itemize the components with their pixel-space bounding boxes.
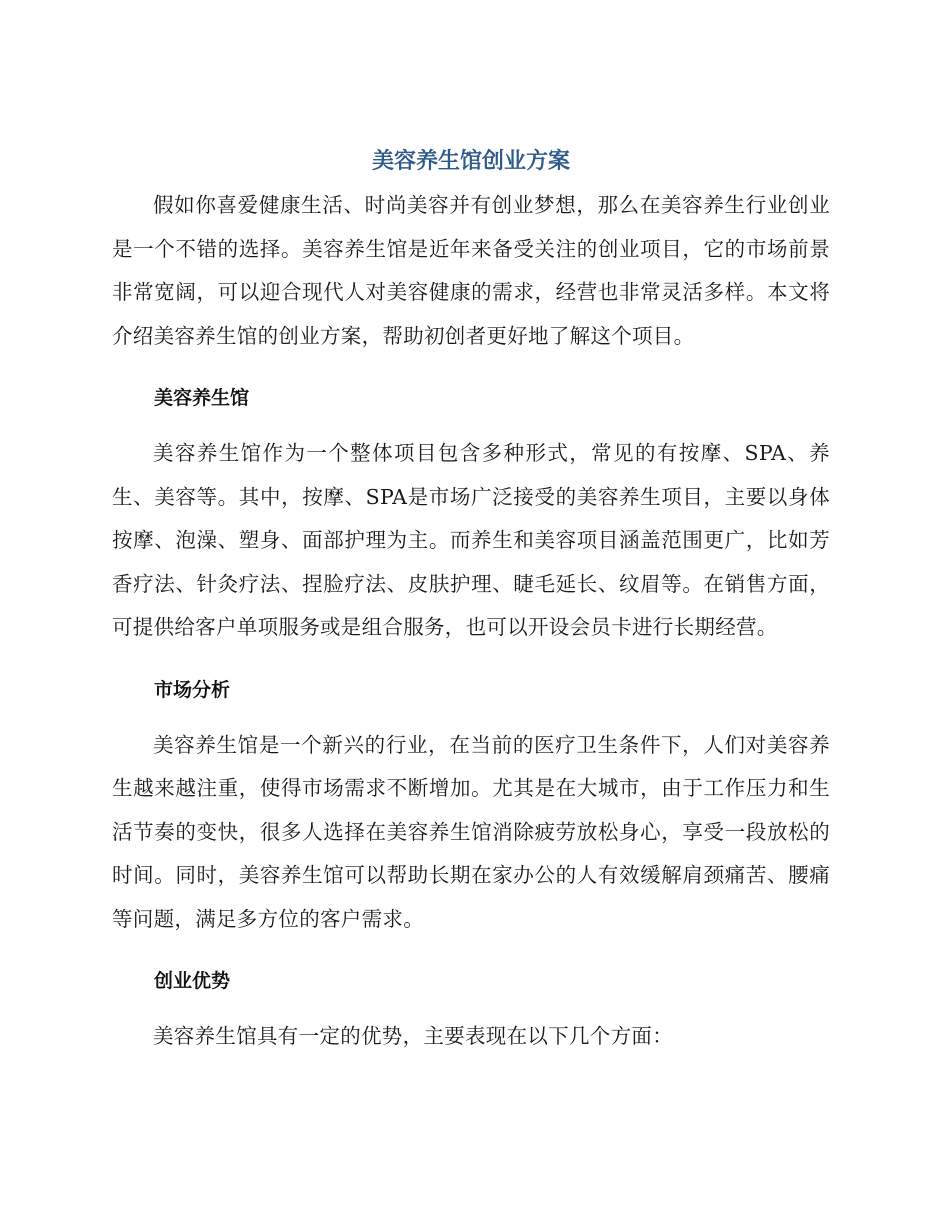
spacer — [112, 358, 830, 376]
section-body-advantages: 美容养生馆具有一定的优势，主要表现在以下几个方面： — [153, 1024, 673, 1048]
spacer — [112, 650, 830, 668]
section-heading-market-analysis: 市场分析 — [154, 678, 231, 701]
intro-paragraph: 假如你喜爱健康生活、时尚美容并有创业梦想，那么在美容养生行业创业是一个不错的选择。美容养生馆是近年来备受关注的创业项目，它的市场前景非常宽阔，可以迎合现代人对美容健康的需求，经营也非常灵活多样。本文将介绍美容养生馆的创业方案，帮助初创者更好地了解这个项目。 — [112, 193, 830, 348]
section-heading-beauty-spa: 美容养生馆 — [154, 387, 250, 409]
spacer — [112, 1003, 830, 1015]
section-body-market-analysis: 美容养生馆是一个新兴的行业，在当前的医疗卫生条件下，人们对美容养生越来越注重，使得市场需求不断增加。尤其是在大城市，由于工作压力和生活节奏的变快，很多人选择在美容养生馆消除疲劳放松身心，享受一段放松的时间。同时，美容养生馆可以帮助长期在家办公的人有效缓解肩颈痛苦、腰痛等问题，满足多方位的客户需求。 — [112, 732, 830, 931]
spacer — [112, 712, 830, 724]
document-title: 美容养生馆创业方案 — [371, 149, 570, 174]
section-body-beauty-spa: 美容养生馆作为一个整体项目包含多种形式，常见的有按摩、SPA、养生、美容等。其中，按摩、SPA是市场广泛接受的美容养生项目，主要以身体按摩、泡澡、塑身、面部护理为主。而养生和美容项目涵盖范围更广，比如芳香疗法、针灸疗法、捏脸疗法、皮肤护理、睫毛延长、纹眉等。在销售方面，可提供给客户单项服务或是组合服务，也可以开设会员卡进行长期经营。 — [112, 441, 830, 639]
spacer — [112, 941, 830, 959]
section-heading-advantages: 创业优势 — [154, 970, 231, 992]
spacer — [112, 420, 830, 432]
document-content — [112, 140, 830, 1059]
